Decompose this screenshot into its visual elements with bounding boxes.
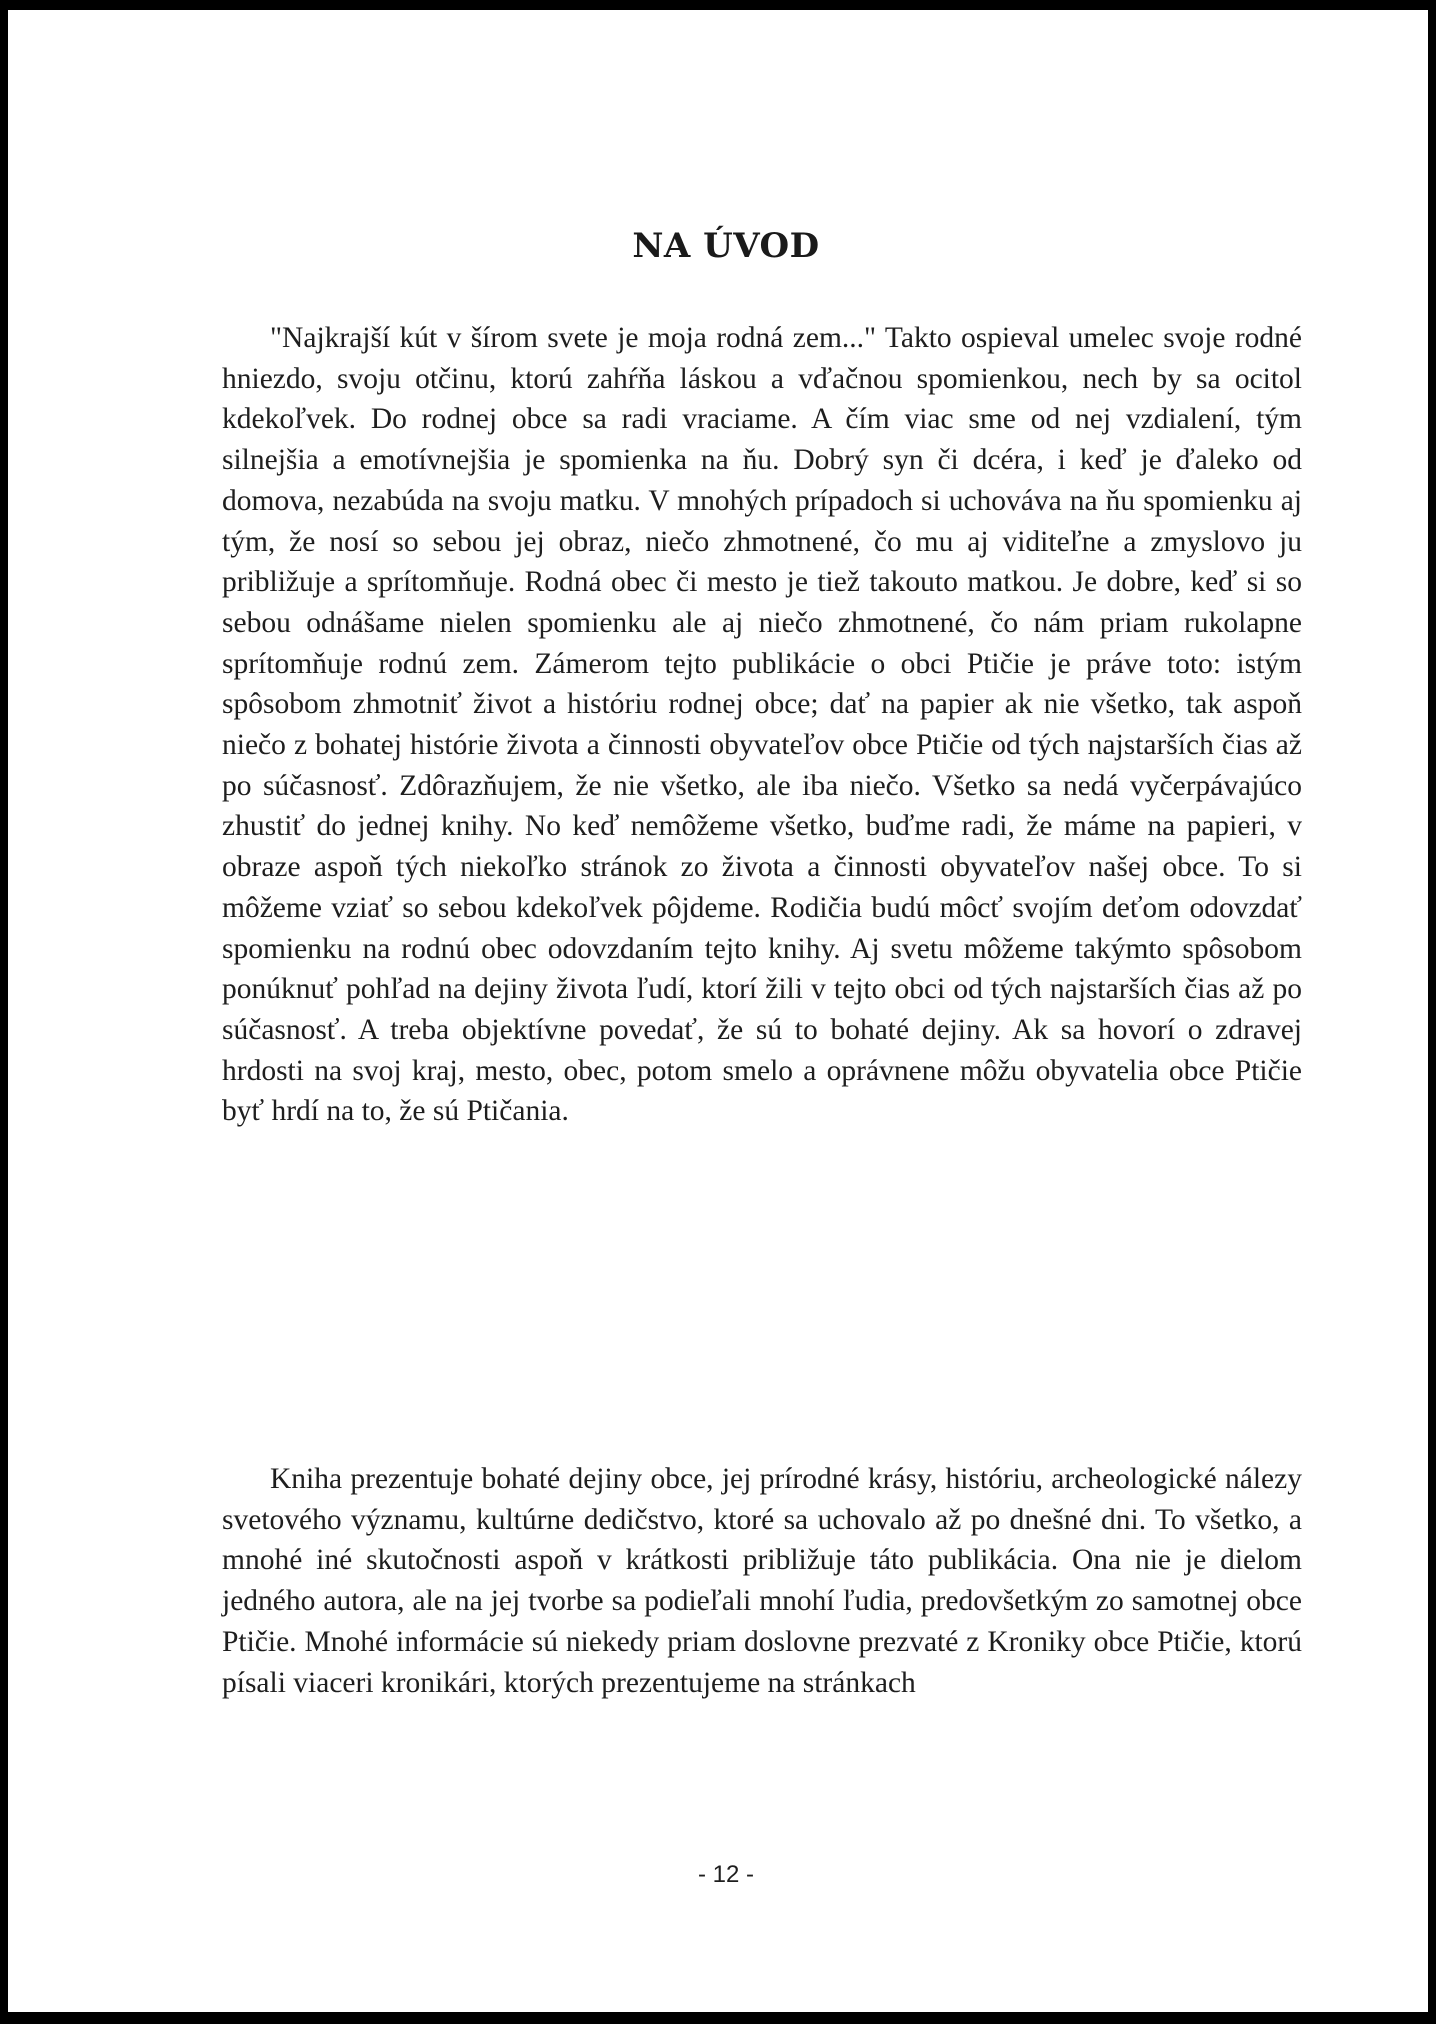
page-title: NA ÚVOD (632, 226, 820, 266)
page-number: - 12 - (697, 1861, 754, 1888)
paragraph-1: "Najkrajší kút v šírom svete je moja rodná zem..." Takto ospieval umelec svoje rodné hniezdo, svoju otčinu, ktorú zahŕňa láskou a vďačnou spomienkou, nech by sa ocitol kdekoľvek. Do rodnej obce sa radi vraciame. A čím viac sme od nej vzdialení, tým silnejšia a emotívnejšia je spomienka na ňu. Dobrý syn či dcéra, i keď je ďaleko od domova, nezabúda na svoju matku. V mnohých prípadoch si uchováva na ňu spomienku aj tým, že nosí so sebou jej obraz, niečo zhmotnené, čo mu aj viditeľne a zmyslovo ju približuje a sprítomňuje. Rodná obec či mesto je tiež takouto matkou. Je dobre, keď si so sebou odnášame nielen spomienku ale aj niečo zhmotnené, čo nám priam rukolapne sprítomňuje rodnú zem. Zámerom tejto publikácie o obci Ptičie je práve toto: istým spôsobom zhmotniť život a históriu rodnej obce; dať na papier ak nie všetko, tak aspoň niečo z bohatej histórie života a činnosti obyvateľov obce Ptičie od tých najstarších čias až po súčasnosť. Zdôrazňujem, že nie všetko, ale iba niečo. Všetko sa nedá vyčerpávajúco zhustiť do jednej knihy. No keď nemôžeme všetko, buďme radi, že máme na papieri, v obraze aspoň tých niekoľko stránok zo života a činnosti obyvateľov našej obce. To si môžeme vziať so sebou kdekoľvek pôjdeme. Rodičia budú môcť svojím deťom odovzdať spomienku na rodnú obec odovzdaním tejto knihy. Aj svetu môžeme takýmto spôsobom ponúknuť pohľad na dejiny života ľudí, ktorí žili v tejto obci od tých najstarších čias až po súčasnosť. A treba objektívne povedať, že sú to bohaté dejiny. Ak sa hovorí o zdravej hrdosti na svoj kraj, mesto, obec, potom smelo a oprávnene môžu obyvatelia obce Ptičie byť hrdí na to, že sú Ptičania. (222, 322, 1302, 1128)
paragraph-2: Kniha prezentuje bohaté dejiny obce, jej prírodné krásy, históriu, archeologické nálezy svetového významu, kultúrne dedičstvo, ktoré sa uchovalo až po dnešné dni. To všetko, a mnohé iné skutočnosti aspoň v krátkosti približuje táto publikácia. Ona nie je dielom jedného autora, ale na jej tvorbe sa podieľali mnohí ľudia, predovšetkým zo samotnej obce Ptičie. Mnohé informácie sú niekedy priam doslovne prezvaté z Kroniky obce Ptičie, ktorú písali viaceri kronikári, ktorých prezentujeme na stránkach (222, 1463, 1302, 1699)
